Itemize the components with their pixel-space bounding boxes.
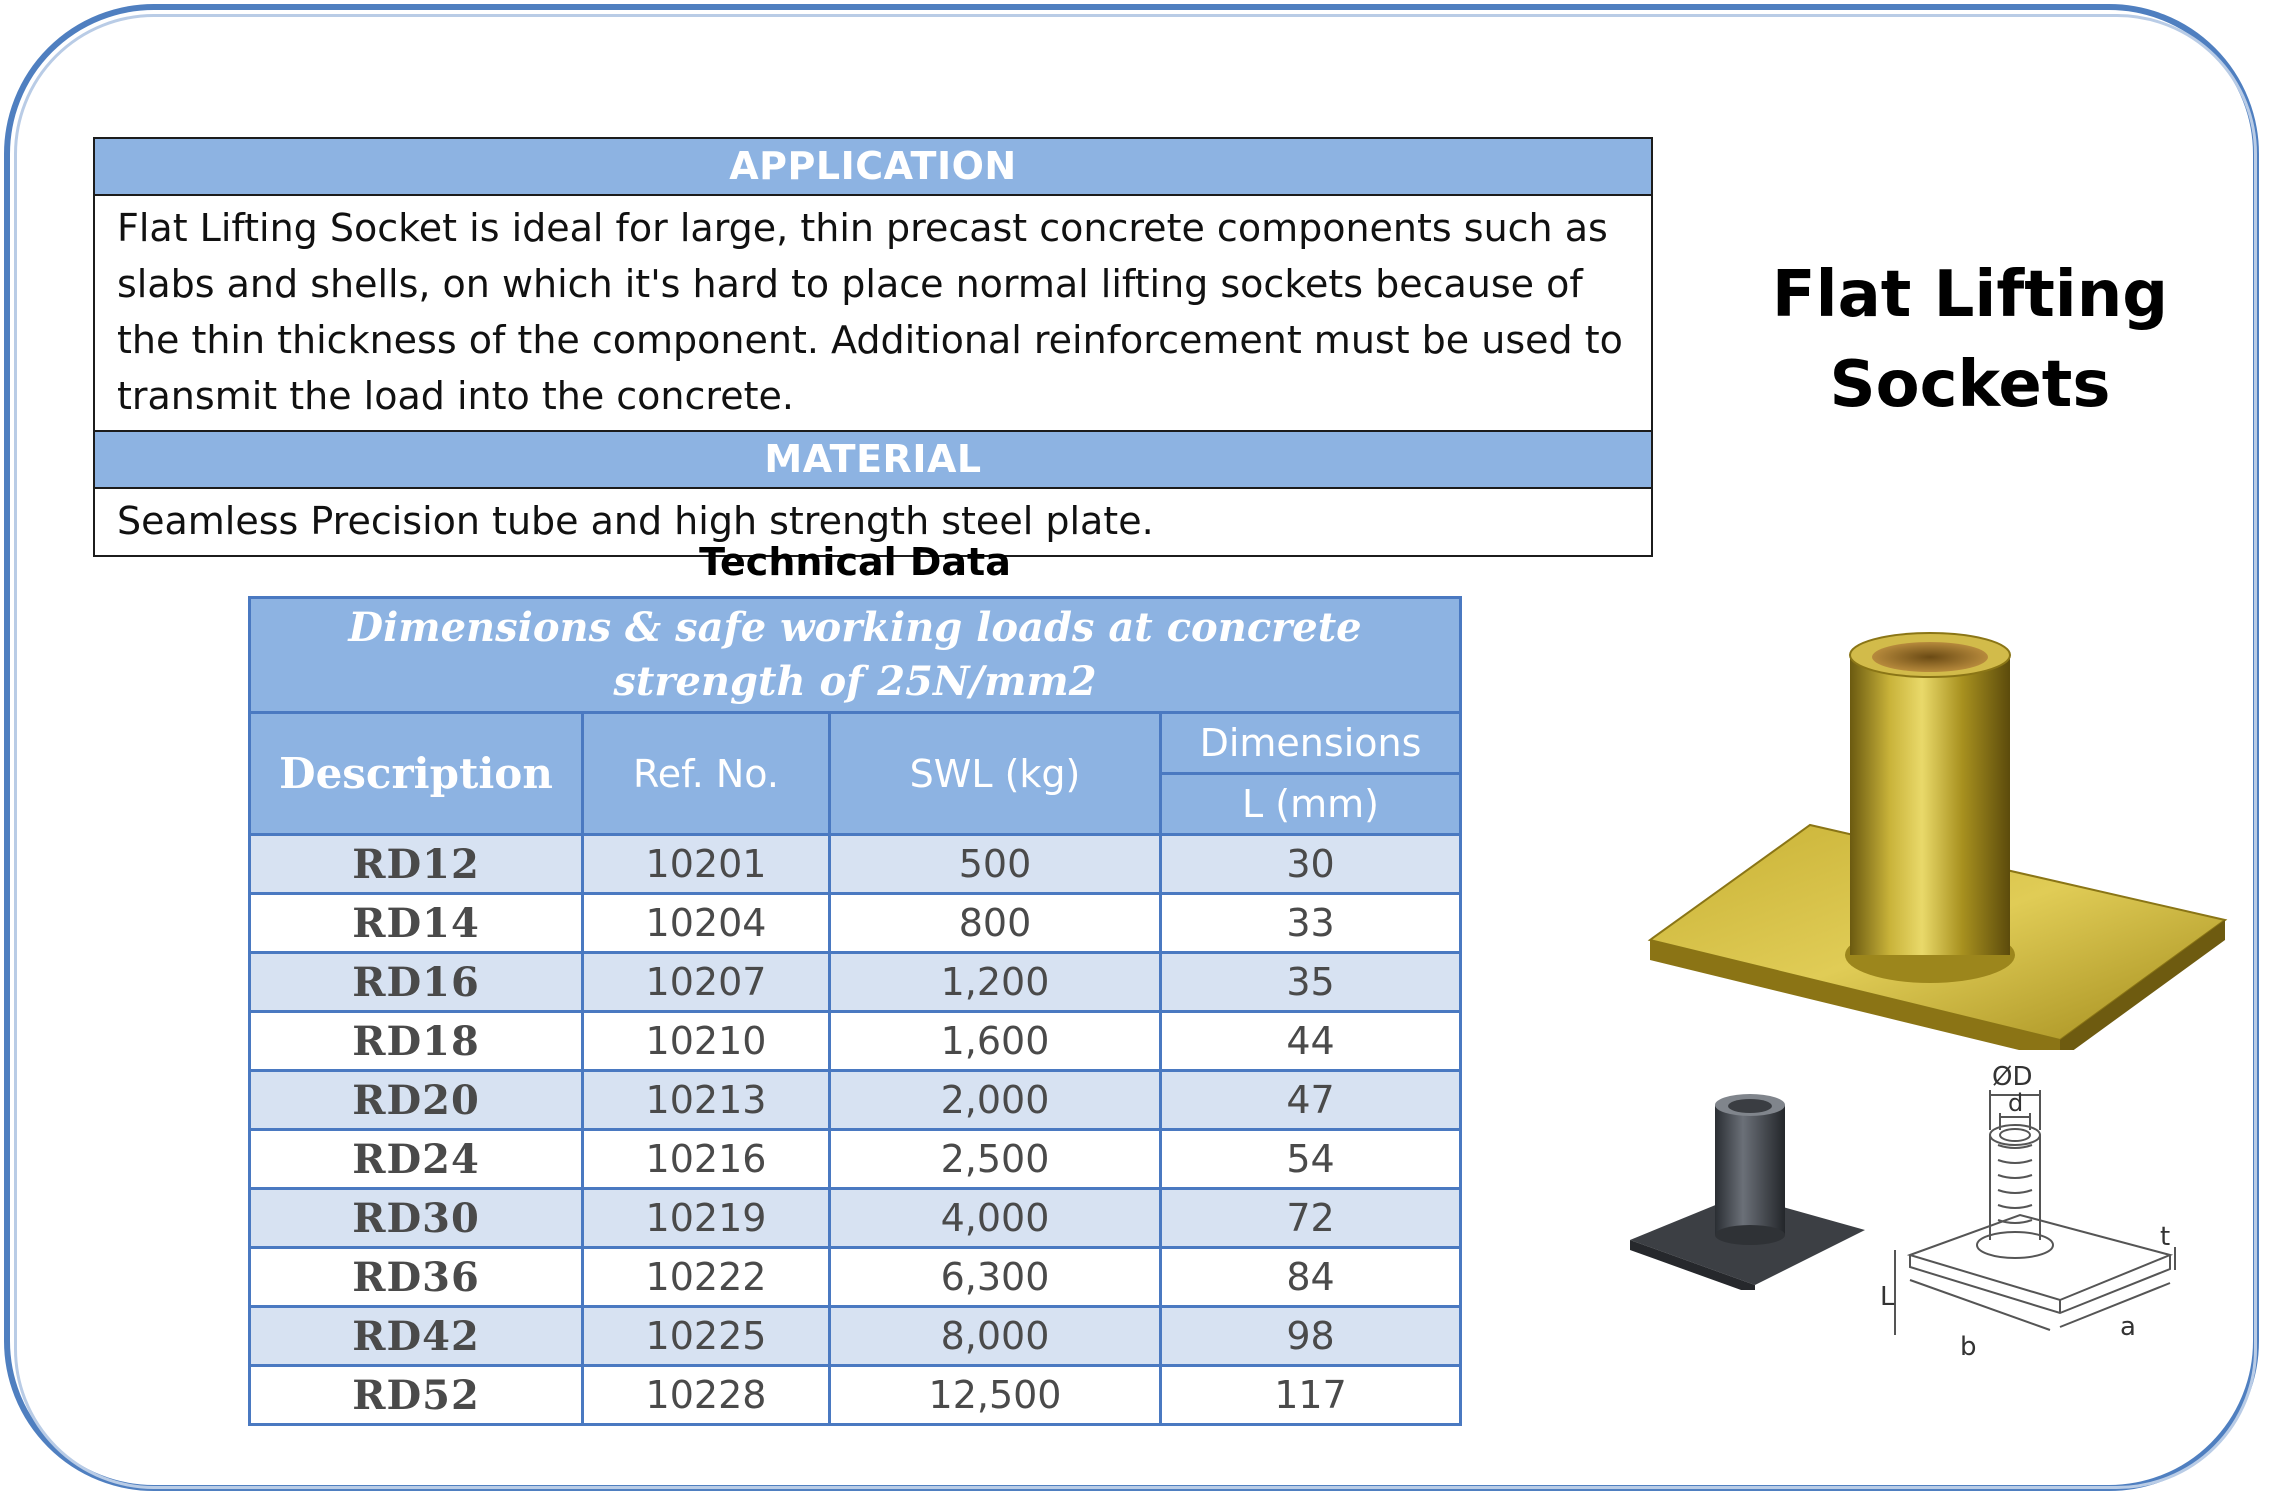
cell-l-mm: 44 — [1161, 1012, 1461, 1071]
cell-l-mm: 54 — [1161, 1130, 1461, 1189]
label-width-a: a — [2120, 1312, 2136, 1342]
cell-ref-no: 10228 — [583, 1366, 830, 1425]
header-dimensions: Dimensions — [1161, 713, 1461, 774]
cell-swl: 6,300 — [830, 1248, 1161, 1307]
table-row — [250, 835, 1461, 894]
cell-ref-no: 10225 — [583, 1307, 830, 1366]
cell-description: RD30 — [250, 1189, 583, 1248]
brass-socket-image — [1640, 610, 2230, 1050]
cell-ref-no: 10216 — [583, 1130, 830, 1189]
cell-ref-no: 10219 — [583, 1189, 830, 1248]
cell-description: RD18 — [250, 1012, 583, 1071]
cell-ref-no: 10204 — [583, 894, 830, 953]
label-outer-diameter: ØD — [1992, 1062, 2033, 1092]
cell-l-mm: 35 — [1161, 953, 1461, 1012]
cell-description: RD24 — [250, 1130, 583, 1189]
cell-description: RD42 — [250, 1307, 583, 1366]
label-inner-diameter: d — [2008, 1089, 2024, 1117]
label-thickness: t — [2160, 1222, 2171, 1252]
product-title: Flat Lifting Sockets — [1771, 258, 2169, 422]
application-material-table — [93, 137, 1653, 557]
header-l-mm: L (mm) — [1161, 774, 1461, 835]
cell-swl: 1,200 — [830, 953, 1161, 1012]
application-header: APPLICATION — [94, 138, 1652, 195]
cell-description: RD16 — [250, 953, 583, 1012]
cell-l-mm: 47 — [1161, 1071, 1461, 1130]
cell-swl: 500 — [830, 835, 1161, 894]
cell-swl: 800 — [830, 894, 1161, 953]
label-width-b: b — [1960, 1332, 1977, 1362]
table-row — [250, 1012, 1461, 1071]
header-swl: SWL (kg) — [830, 713, 1161, 835]
cell-description: RD14 — [250, 894, 583, 953]
cell-l-mm: 30 — [1161, 835, 1461, 894]
label-length: L — [1880, 1282, 1895, 1312]
cell-ref-no: 10201 — [583, 835, 830, 894]
cell-l-mm: 72 — [1161, 1189, 1461, 1248]
cell-description: RD36 — [250, 1248, 583, 1307]
table-caption: Dimensions & safe working loads at concrete strength of 25N/mm2 — [250, 598, 1461, 713]
cell-ref-no: 10210 — [583, 1012, 830, 1071]
header-description: Description — [250, 713, 583, 835]
dimension-diagram — [1880, 1055, 2190, 1365]
table-row — [250, 894, 1461, 953]
technical-data-table — [248, 596, 1462, 1426]
cell-l-mm: 33 — [1161, 894, 1461, 953]
table-row — [250, 953, 1461, 1012]
cell-description: RD20 — [250, 1071, 583, 1130]
application-text: Flat Lifting Socket is ideal for large, thin precast concrete components such as slabs and shells, on which it's hard to place normal lifting sockets because of the thin thickness of the component. Additional reinforcement must be used to transmit the load into the concrete. — [94, 195, 1652, 431]
dark-socket-image — [1630, 1090, 1870, 1290]
cell-l-mm: 84 — [1161, 1248, 1461, 1307]
table-row — [250, 1071, 1461, 1130]
material-header: MATERIAL — [94, 431, 1652, 488]
table-row — [250, 1130, 1461, 1189]
header-ref-no: Ref. No. — [583, 713, 830, 835]
cell-l-mm: 117 — [1161, 1366, 1461, 1425]
table-row — [250, 1366, 1461, 1425]
cell-ref-no: 10213 — [583, 1071, 830, 1130]
cell-l-mm: 98 — [1161, 1307, 1461, 1366]
cell-description: RD52 — [250, 1366, 583, 1425]
cell-ref-no: 10207 — [583, 953, 830, 1012]
table-body — [250, 835, 1461, 1425]
cell-ref-no: 10222 — [583, 1248, 830, 1307]
material-text: Seamless Precision tube and high strength steel plate. — [94, 488, 1652, 556]
cell-description: RD12 — [250, 835, 583, 894]
cell-swl: 4,000 — [830, 1189, 1161, 1248]
table-row — [250, 1307, 1461, 1366]
table-row — [250, 1189, 1461, 1248]
cell-swl: 8,000 — [830, 1307, 1161, 1366]
cell-swl: 12,500 — [830, 1366, 1161, 1425]
cell-swl: 2,000 — [830, 1071, 1161, 1130]
cell-swl: 2,500 — [830, 1130, 1161, 1189]
table-row — [250, 1248, 1461, 1307]
cell-swl: 1,600 — [830, 1012, 1161, 1071]
technical-data-title: Technical Data — [699, 540, 1011, 584]
